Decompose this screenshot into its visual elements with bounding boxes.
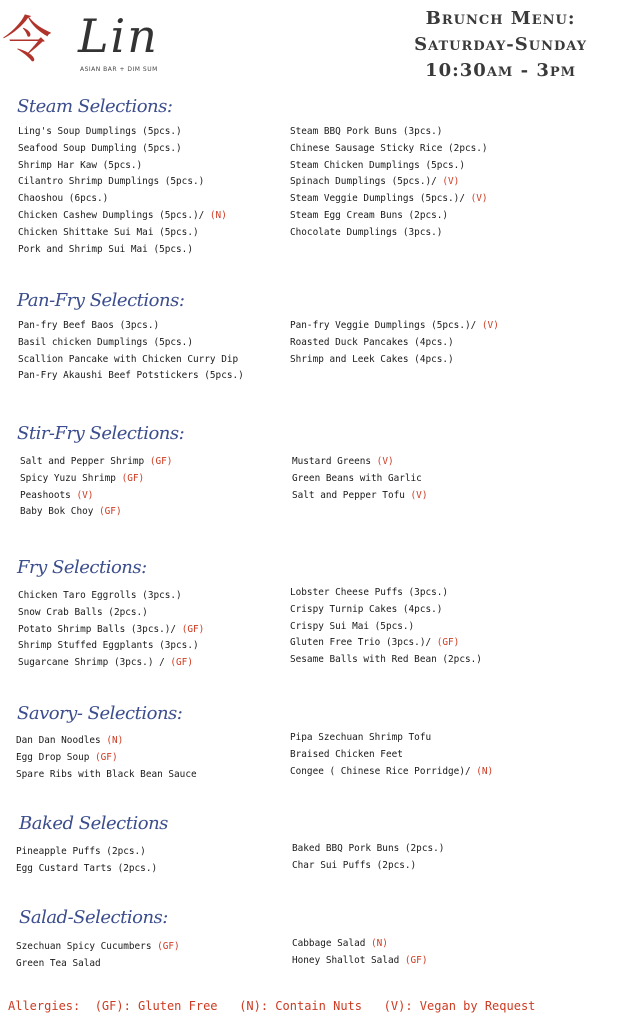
dietary-tag: (GF) (431, 637, 460, 649)
menu-item-name: Ling's Soup Dumplings (5pcs.) (18, 126, 182, 137)
menu-item (16, 844, 157, 861)
dietary-tag: (N) (100, 735, 124, 746)
menu-item (20, 488, 172, 505)
dietary-tag: (N) (470, 765, 494, 777)
dietary-tag: (V) (436, 176, 460, 188)
menu-item-name: Shrimp Har Kaw (5pcs.) (18, 159, 143, 171)
dietary-tag: (V) (404, 489, 428, 501)
menu-column-left (16, 939, 180, 973)
menu-item-name: Sesame Balls with Red Bean (2pcs.) (290, 654, 482, 666)
menu-item-name: Pan-fry Veggie Dumplings (5pcs.)/ (290, 320, 477, 331)
menu-item (18, 638, 204, 655)
menu-column-right (290, 124, 488, 242)
menu-title-line: Brunch Menu: (425, 8, 576, 29)
menu-item-name: Sugarcane Shrimp (3pcs.) / (18, 657, 165, 669)
menu-item (290, 652, 482, 669)
menu-item-name: Honey Shallot Salad (292, 954, 400, 966)
menu-item-name: Braised Chicken Feet (290, 748, 403, 760)
menu-item-name: Baked BBQ Pork Buns (2pcs.) (292, 843, 445, 854)
menu-item-name: Potato Shrimp Balls (3pcs.)/ (18, 623, 177, 635)
menu-column-left (20, 454, 172, 521)
menu-item (18, 335, 244, 352)
menu-item-name: Crispy Sui Mai (5pcs.) (290, 620, 415, 632)
dietary-tag: (V) (70, 489, 94, 501)
logo-subtitle: ASIAN BAR + DIM SUM (80, 66, 158, 73)
menu-item (290, 174, 488, 191)
logo-wordmark: Lin (78, 9, 159, 63)
menu-item (292, 858, 444, 875)
menu-column-left (16, 844, 157, 878)
menu-item-name: Spicy Yuzu Shrimp (20, 472, 116, 484)
section-heading: Salad-Selections: (19, 907, 168, 928)
menu-item-name: Shrimp Stuffed Eggplants (3pcs.) (18, 640, 199, 652)
menu-item-name: Cabbage Salad (292, 938, 366, 949)
menu-item (290, 352, 499, 369)
menu-item-name: Shrimp and Leek Cakes (4pcs.) (290, 353, 454, 365)
allergy-legend: Allergies: (GF): Gluten Free (N): Contain Nuts (V): Vegan by Request (8, 999, 536, 1013)
menu-item-name: Snow Crab Balls (2pcs.) (18, 606, 148, 618)
menu-item (290, 635, 482, 652)
menu-item (292, 488, 427, 505)
menu-column-right (292, 454, 427, 504)
menu-item (16, 733, 197, 750)
menu-item (18, 225, 227, 242)
menu-item (292, 471, 427, 488)
menu-item-name: Roasted Duck Pancakes (4pcs.) (290, 336, 454, 348)
menu-column-right (290, 318, 499, 368)
section-heading: Steam Selections: (17, 96, 173, 117)
menu-item (18, 208, 227, 225)
menu-item-name: Pineapple Puffs (2pcs.) (16, 846, 146, 857)
menu-item (18, 318, 244, 335)
menu-column-left (16, 733, 197, 783)
logo-glyph: 令 (2, 11, 52, 69)
menu-item-name: Seafood Soup Dumpling (5pcs.) (18, 142, 182, 154)
menu-item (290, 747, 493, 764)
menu-item-name: Chaoshou (6pcs.) (18, 193, 109, 205)
menu-column-right (292, 936, 427, 970)
menu-column-left (18, 588, 204, 672)
menu-item (20, 471, 172, 488)
dietary-tag: (GF) (151, 941, 180, 952)
menu-item (16, 956, 180, 973)
menu-item-name: Pan-fry Beef Baos (3pcs.) (18, 320, 160, 331)
section-heading: Fry Selections: (17, 557, 147, 578)
dietary-tag: (GF) (93, 506, 122, 518)
menu-item (20, 454, 172, 471)
menu-item-name: Chicken Taro Eggrolls (3pcs.) (18, 590, 182, 601)
menu-item-name: Steam Egg Cream Buns (2pcs.) (290, 209, 449, 221)
section-heading: Savory- Selections: (17, 703, 183, 724)
menu-item-name: Mustard Greens (292, 456, 372, 467)
menu-item-name: Egg Custard Tarts (2pcs.) (16, 862, 158, 874)
section-heading: Pan-Fry Selections: (17, 290, 185, 311)
menu-item (18, 242, 227, 259)
menu-item-name: Scallion Pancake with Chicken Curry Dip (18, 353, 239, 365)
menu-item-name: Salt and Pepper Shrimp (20, 456, 145, 467)
menu-item (18, 174, 227, 191)
menu-column-right (290, 585, 482, 669)
menu-item (292, 841, 444, 858)
menu-item-name: Baby Bok Choy (20, 506, 94, 518)
menu-item (16, 861, 157, 878)
menu-item (290, 585, 482, 602)
menu-item (16, 750, 197, 767)
menu-item (18, 124, 227, 141)
menu-item (290, 158, 488, 175)
dietary-tag: (V) (371, 456, 394, 467)
menu-item-name: Egg Drop Soup (16, 751, 90, 763)
menu-item (290, 124, 488, 141)
menu-item-name: Chicken Shittake Sui Mai (5pcs.) (18, 226, 199, 238)
dietary-tag: (V) (476, 320, 499, 331)
menu-item (18, 622, 204, 639)
menu-item-name: Steam Chicken Dumplings (5pcs.) (290, 159, 465, 171)
menu-item (290, 764, 493, 781)
menu-item (290, 335, 499, 352)
menu-item-name: Green Tea Salad (16, 957, 101, 969)
menu-item (290, 208, 488, 225)
menu-item (290, 602, 482, 619)
menu-item (290, 619, 482, 636)
section-heading: Stir-Fry Selections: (17, 423, 185, 444)
menu-column-left (18, 124, 227, 258)
dietary-tag: (GF) (164, 657, 193, 669)
menu-item-name: Peashoots (20, 489, 71, 501)
menu-item (18, 158, 227, 175)
menu-item-name: Gluten Free Trio (3pcs.)/ (290, 637, 432, 649)
menu-item-name: Pork and Shrimp Sui Mai (5pcs.) (18, 243, 193, 255)
menu-column-right (292, 841, 444, 875)
menu-item (18, 588, 204, 605)
menu-item-name: Green Beans with Garlic (292, 472, 422, 484)
menu-item-name: Spinach Dumplings (5pcs.)/ (290, 176, 437, 188)
menu-item (290, 191, 488, 208)
menu-item (18, 141, 227, 158)
menu-item-name: Chicken Cashew Dumplings (5pcs.)/ (18, 209, 205, 221)
menu-item-name: Spare Ribs with Black Bean Sauce (16, 768, 197, 780)
menu-item-name: Pan-Fry Akaushi Beef Potstickers (5pcs.) (18, 370, 244, 382)
menu-hours-line: 10:30am - 3pm (425, 60, 577, 81)
menu-item-name: Congee ( Chinese Rice Porridge)/ (290, 765, 471, 777)
menu-item (18, 352, 244, 369)
menu-item-name: Salt and Pepper Tofu (292, 489, 405, 501)
menu-item (18, 655, 204, 672)
dietary-tag: (GF) (176, 623, 205, 635)
dietary-tag: (GF) (399, 954, 428, 966)
menu-item-name: Pipa Szechuan Shrimp Tofu (290, 732, 432, 743)
dietary-tag: (N) (365, 938, 388, 949)
menu-item (292, 936, 427, 953)
menu-item (16, 939, 180, 956)
menu-item (292, 454, 427, 471)
dietary-tag: (V) (464, 193, 488, 205)
menu-item (16, 767, 197, 784)
menu-item-name: Chinese Sausage Sticky Rice (2pcs.) (290, 142, 488, 154)
section-heading: Baked Selections (19, 813, 168, 834)
dietary-tag: (N) (204, 209, 227, 221)
menu-column-left (18, 318, 244, 385)
dietary-tag: (GF) (115, 472, 145, 484)
menu-item-name: Cilantro Shrimp Dumplings (5pcs.) (18, 176, 205, 188)
menu-item-name: Chocolate Dumplings (3pcs.) (290, 226, 443, 238)
menu-item (292, 953, 427, 970)
menu-item (18, 605, 204, 622)
menu-item-name: Steam BBQ Pork Buns (3pcs.) (290, 126, 443, 137)
menu-item (290, 318, 499, 335)
menu-days-line: Saturday-Sunday (414, 34, 587, 55)
dietary-tag: (GF) (89, 751, 118, 763)
restaurant-logo (2, 10, 162, 78)
menu-item (18, 191, 227, 208)
menu-item-name: Dan Dan Noodles (16, 735, 101, 746)
menu-item (290, 730, 493, 747)
menu-item (20, 504, 172, 521)
menu-title (414, 6, 587, 84)
menu-item (290, 225, 488, 242)
menu-item-name: Lobster Cheese Puffs (3pcs.) (290, 587, 449, 598)
menu-item (290, 141, 488, 158)
menu-item-name: Char Sui Puffs (2pcs.) (292, 859, 417, 871)
menu-item (18, 368, 244, 385)
menu-column-right (290, 730, 493, 780)
menu-item-name: Crispy Turnip Cakes (4pcs.) (290, 603, 443, 615)
menu-item-name: Basil chicken Dumplings (5pcs.) (18, 336, 193, 348)
menu-item-name: Steam Veggie Dumplings (5pcs.)/ (290, 193, 465, 205)
dietary-tag: (GF) (144, 456, 173, 467)
menu-item-name: Szechuan Spicy Cucumbers (16, 941, 152, 952)
